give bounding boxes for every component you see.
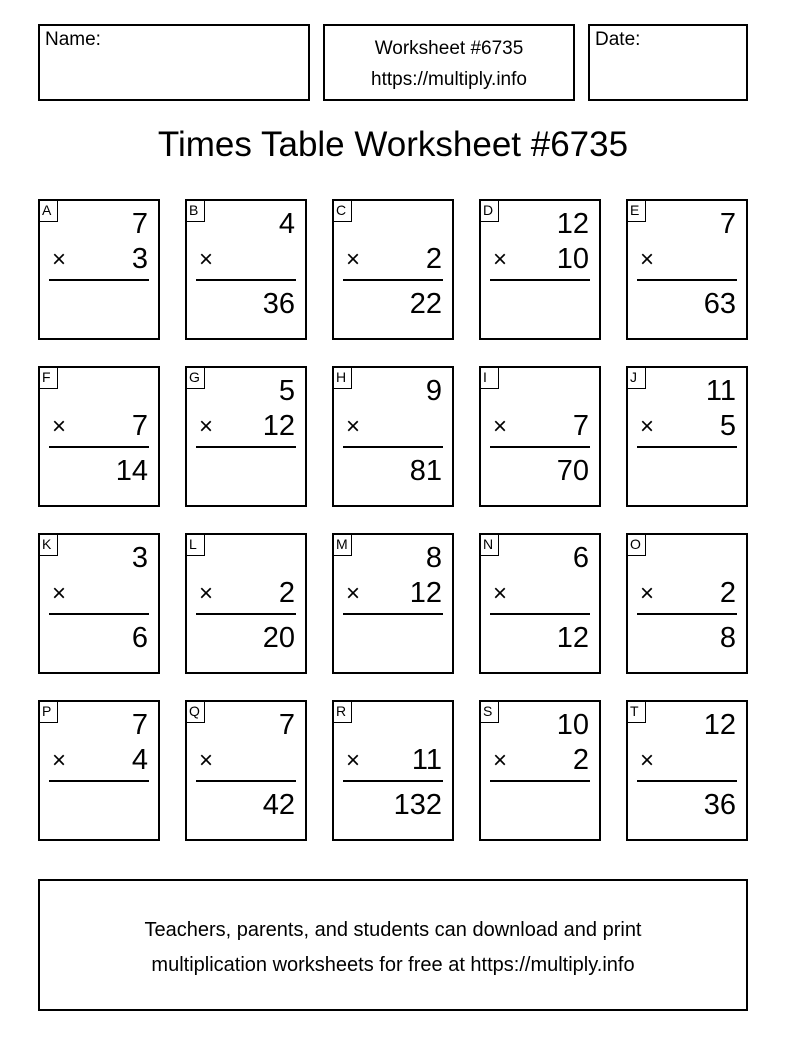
times-sign: × xyxy=(52,246,67,273)
answer-line xyxy=(637,613,737,615)
product: 12 xyxy=(556,622,589,654)
times-sign: × xyxy=(493,246,508,273)
problem-letter: B xyxy=(185,199,205,222)
bottom-factor: 11 xyxy=(411,744,442,776)
times-sign: × xyxy=(346,580,361,607)
times-sign: × xyxy=(52,580,67,607)
times-sign: × xyxy=(199,246,214,273)
bottom-factor: 5 xyxy=(719,410,736,442)
answer-line xyxy=(490,613,590,615)
product: 6 xyxy=(131,622,148,654)
problem-box xyxy=(332,700,454,841)
answer-line xyxy=(490,780,590,782)
times-sign: × xyxy=(493,747,508,774)
times-sign: × xyxy=(640,580,655,607)
times-sign: × xyxy=(640,747,655,774)
problem-box xyxy=(38,700,160,841)
times-sign: × xyxy=(493,580,508,607)
times-sign: × xyxy=(493,413,508,440)
top-factor: 4 xyxy=(278,208,295,240)
problem-letter: G xyxy=(185,366,205,389)
bottom-factor: 7 xyxy=(572,410,589,442)
top-factor: 6 xyxy=(572,542,589,574)
footer-line-1: Teachers, parents, and students can download and print xyxy=(144,919,642,941)
top-factor: 7 xyxy=(719,208,736,240)
problem-box xyxy=(626,199,748,340)
footer-line-2: multiplication worksheets for free at https://multiply.info xyxy=(151,954,635,976)
answer-line xyxy=(343,613,443,615)
top-factor: 11 xyxy=(705,375,736,407)
times-sign: × xyxy=(346,747,361,774)
problem-letter: I xyxy=(479,366,499,389)
problem-letter: H xyxy=(332,366,352,389)
problem-letter: A xyxy=(38,199,58,222)
problem-box xyxy=(479,700,601,841)
problem-letter: K xyxy=(38,533,58,556)
times-sign: × xyxy=(199,580,214,607)
answer-line xyxy=(49,613,149,615)
problem-box xyxy=(185,533,307,674)
answer-line xyxy=(196,613,296,615)
bottom-factor: 3 xyxy=(131,243,148,275)
problem-letter: P xyxy=(38,700,58,723)
product: 20 xyxy=(262,622,295,654)
problem-box xyxy=(185,199,307,340)
product: 42 xyxy=(262,789,295,821)
problem-letter: E xyxy=(626,199,646,222)
answer-line xyxy=(196,780,296,782)
date-box xyxy=(588,24,748,101)
answer-line xyxy=(637,780,737,782)
problem-letter: R xyxy=(332,700,352,723)
footer-box xyxy=(38,879,748,1011)
problem-box xyxy=(626,700,748,841)
product: 8 xyxy=(719,622,736,654)
problem-letter: J xyxy=(626,366,646,389)
answer-line xyxy=(343,446,443,448)
top-factor: 7 xyxy=(131,208,148,240)
bottom-factor: 2 xyxy=(425,243,442,275)
times-sign: × xyxy=(52,747,67,774)
top-factor: 5 xyxy=(278,375,295,407)
name-box xyxy=(38,24,310,101)
answer-line xyxy=(637,279,737,281)
product: 36 xyxy=(703,789,736,821)
product: 22 xyxy=(409,288,442,320)
top-factor: 7 xyxy=(131,709,148,741)
problem-letter: F xyxy=(38,366,58,389)
answer-line xyxy=(49,279,149,281)
times-sign: × xyxy=(640,413,655,440)
problem-letter: M xyxy=(332,533,352,556)
bottom-factor: 4 xyxy=(131,744,148,776)
top-factor: 8 xyxy=(425,542,442,574)
problem-letter: C xyxy=(332,199,352,222)
problem-letter: L xyxy=(185,533,205,556)
answer-line xyxy=(637,446,737,448)
problem-box xyxy=(332,199,454,340)
answer-line xyxy=(49,780,149,782)
bottom-factor: 2 xyxy=(572,744,589,776)
problem-box xyxy=(479,366,601,507)
product: 63 xyxy=(703,288,736,320)
problem-box xyxy=(185,366,307,507)
problem-letter: S xyxy=(479,700,499,723)
product: 132 xyxy=(393,789,442,821)
problem-letter: T xyxy=(626,700,646,723)
answer-line xyxy=(196,446,296,448)
worksheet-site: https://multiply.info xyxy=(371,69,527,90)
times-sign: × xyxy=(346,413,361,440)
worksheet-info-box xyxy=(323,24,575,101)
answer-line xyxy=(49,446,149,448)
page-title: Times Table Worksheet #6735 xyxy=(157,125,629,164)
problem-box xyxy=(38,366,160,507)
times-sign: × xyxy=(346,246,361,273)
answer-line xyxy=(490,279,590,281)
times-sign: × xyxy=(199,413,214,440)
problem-box xyxy=(38,533,160,674)
name-label: Name: xyxy=(45,29,101,50)
top-factor: 10 xyxy=(556,709,589,741)
top-factor: 3 xyxy=(131,542,148,574)
bottom-factor: 7 xyxy=(131,410,148,442)
bottom-factor: 2 xyxy=(719,577,736,609)
problem-letter: N xyxy=(479,533,499,556)
top-factor: 9 xyxy=(425,375,442,407)
top-factor: 12 xyxy=(703,709,736,741)
date-label: Date: xyxy=(595,29,641,50)
product: 14 xyxy=(115,455,148,487)
times-sign: × xyxy=(52,413,67,440)
problem-box xyxy=(479,533,601,674)
answer-line xyxy=(343,780,443,782)
problem-box xyxy=(626,533,748,674)
product: 81 xyxy=(409,455,442,487)
answer-line xyxy=(343,279,443,281)
answer-line xyxy=(490,446,590,448)
problem-box xyxy=(332,366,454,507)
worksheet-number: Worksheet #6735 xyxy=(374,38,524,59)
problem-box xyxy=(332,533,454,674)
times-sign: × xyxy=(640,246,655,273)
bottom-factor: 2 xyxy=(278,577,295,609)
top-factor: 12 xyxy=(556,208,589,240)
bottom-factor: 12 xyxy=(409,577,442,609)
times-sign: × xyxy=(199,747,214,774)
problem-letter: D xyxy=(479,199,499,222)
answer-line xyxy=(196,279,296,281)
product: 36 xyxy=(262,288,295,320)
bottom-factor: 12 xyxy=(262,410,295,442)
problem-box xyxy=(479,199,601,340)
problem-box xyxy=(185,700,307,841)
top-factor: 7 xyxy=(278,709,295,741)
product: 70 xyxy=(556,455,589,487)
problem-box xyxy=(626,366,748,507)
problem-box xyxy=(38,199,160,340)
problem-letter: Q xyxy=(185,700,205,723)
bottom-factor: 10 xyxy=(556,243,589,275)
problem-letter: O xyxy=(626,533,646,556)
